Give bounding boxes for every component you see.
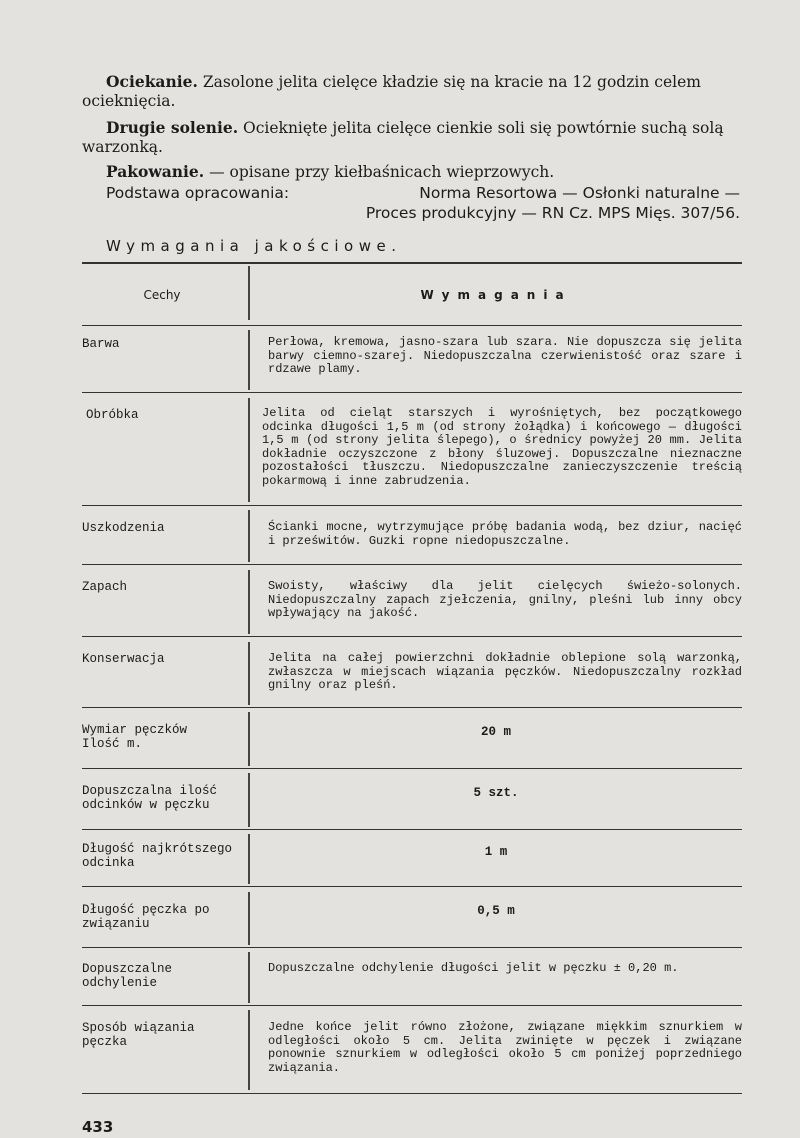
table-rule [82,505,742,506]
table-column-divider [248,773,250,827]
table-header-feature: Cechy [143,288,181,302]
table-column-divider [248,330,250,390]
basis-line-1: Norma Resortowa — Osłonki naturalne — [419,184,740,202]
basis-line-2: Proces produkcyjny — RN Cz. MPS Mięs. 307/56. [365,204,740,222]
table-column-divider [248,952,250,1003]
table-cell-feature: Długość pęczka po związaniu [82,903,210,931]
table-rule [82,768,742,769]
table-column-divider [248,712,250,766]
table-rule [82,1093,742,1094]
table-cell-feature: Obróbka [86,408,139,422]
requirements-title: Wymagania jakościowe. [106,237,402,255]
table-cell-requirement: Jedne końce jelit równo złożone, związane miękkim sznurkiem w odległości około 5 cm. Jelita zwinięte w pęczek i związane ponownie sznurkiem w odległości około 5 cm poniżej poprzedniego związania. [268,1020,742,1075]
basis-label: Podstawa opracowania: [106,184,290,202]
table-rule [82,392,742,393]
table-rule [82,636,742,637]
paragraph-text: Zasolone jelita cielęce kładzie się na kracie na 12 godzin celem ocieknięcia. [82,73,701,110]
table-rule [82,262,742,264]
table-column-divider [248,642,250,705]
table-cell-requirement: 0,5 m [477,904,515,918]
table-column-divider [248,1010,250,1090]
table-cell-requirement: Perłowa, kremowa, jasno-szara lub szara. Nie dopuszcza się jelita barwy ciemno-szarej. Niedopuszczalna czerwienistość oraz szare i rdzawe plamy. [268,335,742,376]
paragraph-heading: Ociekanie. [106,72,198,91]
table-cell-feature: Wymiar pęczków Ilość m. [82,723,188,751]
table-cell-feature: Sposób wiązania pęczka [82,1021,195,1049]
table-header-requirements: Wymagania [420,288,572,302]
table-cell-feature: Długość najkrótszego odcinka [82,842,233,870]
table-column-divider [248,834,250,884]
table-column-divider [248,570,250,634]
table-rule [82,707,742,708]
table-cell-feature: Dopuszczalne odchylenie [82,962,173,990]
table-cell-requirement: Swoisty, właściwy dla jelit cielęcych świeżo-solonych. Niedopuszczalny zapach zjełczenia, gnilny, pleśni lub inny obcy wpływający na jakość. [268,579,742,620]
table-column-divider [248,892,250,945]
table-cell-feature: Konserwacja [82,652,165,666]
paragraph-pakowanie [82,162,740,182]
table-rule [82,1005,742,1006]
paragraph-text: Ocieknięte jelita cielęce cienkie soli się powtórnie suchą solą warzonką. [82,119,724,156]
paragraph-heading: Pakowanie. [106,162,205,181]
table-cell-feature: Uszkodzenia [82,521,165,535]
table-cell-requirement: 1 m [484,845,508,859]
table-rule [82,829,742,830]
table-cell-feature: Zapach [82,580,128,594]
table-cell-requirement: Jelita na całej powierzchni dokładnie oblepione solą warzonką, zwłaszcza w miejscach wiązania pęczków. Niedopuszczalny rozkład gnilny oraz pleśń. [268,651,742,692]
paragraph-heading: Drugie solenie. [106,118,239,137]
paragraph-text: — opisane przy kiełbaśnicach wieprzowych. [209,163,555,181]
table-column-divider [248,510,250,562]
table-rule [82,947,742,948]
basis-block [106,183,740,223]
table-cell-requirement: Jelita od cieląt starszych i wyrośniętych, bez początkowego odcinka długości 1,5 m (od strony żołądka) i końcowego — długości 1,5 m (od strony jelita ślepego), o średnicy powyżej 20 mm. Jelita dokładnie oczyszczone z błony śluzowej. Dopuszczalne nieznaczne pozostałości tłuszczu. Niedopuszczalne zanieczyszczenie treścią pokarmową i inne zabrudzenia. [262,406,742,488]
table-rule [82,564,742,565]
table-cell-feature: Barwa [82,337,120,351]
table-cell-feature: Dopuszczalna ilość odcinków w pęczku [82,784,218,812]
table-rule [82,325,742,326]
paragraph-ociekanie [82,72,740,111]
table-cell-requirement: 5 szt. [473,786,519,800]
table-cell-requirement: Dopuszczalne odchylenie długości jelit w pęczku ± 0,20 m. [268,961,679,975]
paragraph-drugie-solenie [82,118,740,157]
table-cell-requirement: 20 m [480,725,511,739]
table-rule [82,886,742,887]
table-cell-requirement: Ścianki mocne, wytrzymujące próbę badania wodą, bez dziur, nacięć i prześwitów. Guzki ropne niedopuszczalne. [268,520,742,548]
page-number: 433 [82,1118,114,1136]
table-column-divider [248,398,250,502]
